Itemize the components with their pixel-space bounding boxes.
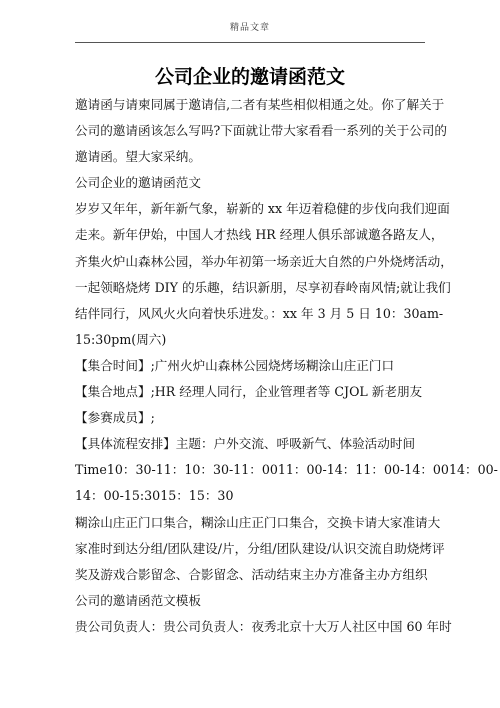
body-text-line: 公司的邀请函该怎么写吗?下面就让带大家看看一系列的关于公司的 [75,123,447,139]
body-text-line: 14：00-15:3015：15：30 [75,488,234,504]
body-text-line: 走来。新年伊始，中国人才热线 HR 经理人俱乐部诚邀各路友人， [75,227,444,243]
body-text-line: 邀请函与请柬同属于邀请信,二者有某些相似相通之处。你了解关于 [75,97,445,112]
body-text-line: 糊涂山庄正门口集合，糊涂山庄正门口集合，交换卡请大家准请大 [75,514,441,530]
header-label: 精品文章 [229,23,270,33]
body-text-line: 【集合时间】;广州火炉山森林公园烧烤场糊涂山庄正门口 [75,357,395,373]
body-text-line: 一起领略烧烤 DIY 的乐趣，结识新朋，尽享初春岭南风情;就让我们 [75,279,451,295]
body-text-line: 齐集火炉山森林公园，举办年初第一场亲近大自然的户外烧烤活动， [75,253,453,269]
body-text-line: 奖及游戏合影留念、合影留念、活动结束主办方准备主办方组织 [75,566,428,582]
body-text-line: 公司的邀请函范文模板 [75,592,201,608]
body-text-line: 【集合地点】;HR 经理人同行，企业管理者等 CJOL 新老朋友 [75,384,423,400]
body-text-line: 【具体流程安排】主题：户外交流、呼吸新气、体验活动时间 [75,436,416,452]
document-title: 公司企业的邀请函范文 [154,66,345,88]
body-text-line: 【参赛成员】; [75,410,155,426]
body-text-line: 岁岁又年年，新年新气象，崭新的 xx 年迈着稳健的步伐向我们迎面 [75,201,450,217]
body-text-line: 结伴同行，风风火火向着快乐进发。：xx 年 3 月 5 日 10：30am- [75,305,444,321]
document-body [75,92,498,640]
body-text-line: 15:30pm(周六) [75,331,167,347]
body-text-line: Time10：30-11：10：30-11：0011：00-14：11：00-14：0014：00- [75,462,498,478]
body-text-line: 家准时到达分组/团队建设/片，分组/团队建设/认识交流自助烧烤评 [75,540,445,556]
header-divider [75,42,425,43]
body-text-line: 公司企业的邀请函范文 [75,175,201,191]
body-text-line: 贵公司负责人：贵公司负责人：夜秀北京十大万人社区中国 60 年时 [75,618,452,634]
body-text-line: 邀请函。望大家采纳。 [75,149,201,165]
